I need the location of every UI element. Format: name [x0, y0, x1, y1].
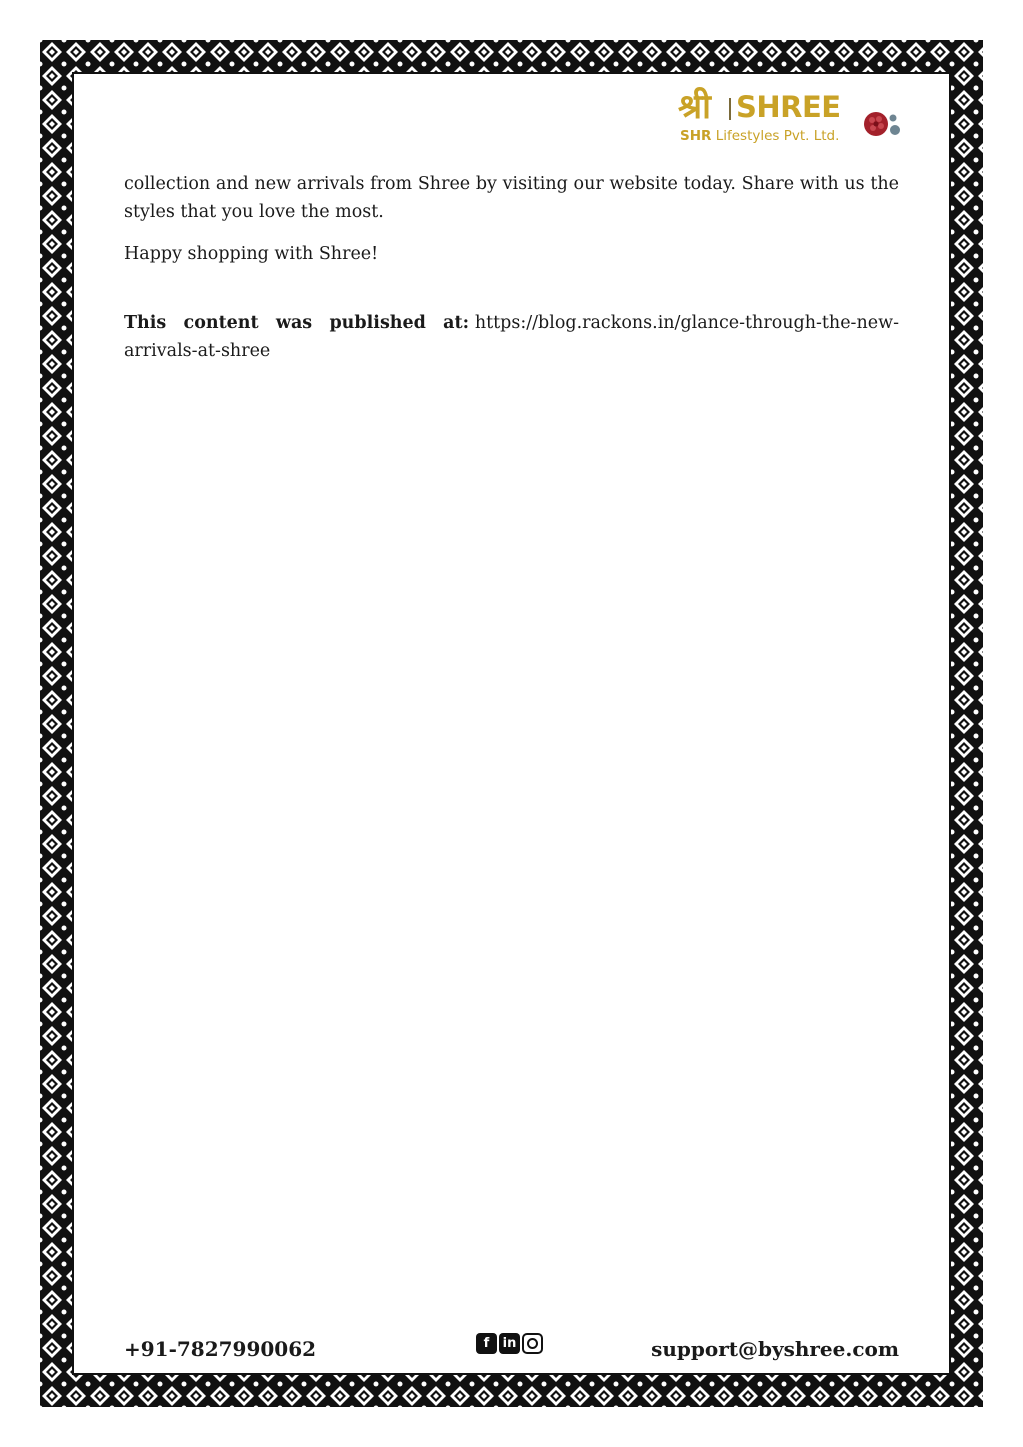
company-logo [678, 87, 908, 150]
linkedin-icon[interactable]: in [499, 1333, 520, 1354]
flower-logo-icon [862, 108, 902, 142]
instagram-icon[interactable] [522, 1333, 543, 1354]
logo-divider [729, 98, 731, 120]
social-icons [476, 1333, 543, 1354]
logo-company-prefix: SHR [680, 128, 712, 144]
closing-line: Happy shopping with Shree! [124, 244, 379, 264]
facebook-icon[interactable]: f [476, 1333, 497, 1354]
document-body [124, 170, 899, 379]
logo-company-rest: Lifestyles Pvt. Ltd. [711, 128, 840, 144]
published-url-link[interactable]: https://blog.rackons.in/glance-through-the-new-arrivals-at-shree [124, 313, 899, 361]
footer-email[interactable]: support@byshree.com [651, 1337, 899, 1361]
logo-brand-text: SHREE [736, 90, 841, 124]
published-label: This content was published at: [124, 313, 470, 333]
logo-company-name [680, 128, 839, 144]
footer-phone: +91-7827990062 [124, 1337, 317, 1361]
logo-devanagari-text: श्री [678, 87, 711, 127]
body-paragraph: collection and new arrivals from Shree by visiting our website today. Share with us the styles that you love the most. [124, 174, 899, 222]
published-line [124, 309, 899, 365]
